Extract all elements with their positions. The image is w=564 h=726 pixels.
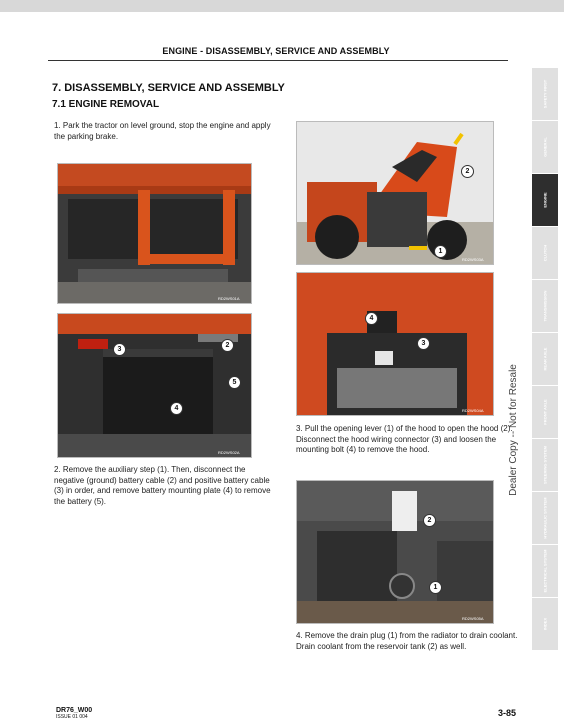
figure-radiator-drain <box>296 480 494 624</box>
figure-battery <box>57 313 252 458</box>
callout-3: 3 <box>417 337 430 350</box>
figure-code: RD2WS04A <box>462 408 484 413</box>
callout-1: 1 <box>429 581 442 594</box>
tab-clutch[interactable]: CLUTCH <box>532 227 558 280</box>
footer-model-code: DR76_W00 <box>56 707 93 714</box>
section-title: 7. DISASSEMBLY, SERVICE AND ASSEMBLY <box>52 82 285 94</box>
top-bar <box>0 0 564 12</box>
tab-engine[interactable]: ENGINE <box>532 174 558 227</box>
footer-model-sub: ISSUE 01 004 <box>56 714 88 720</box>
tab-front-axle[interactable]: FRONT AXLE <box>532 386 558 439</box>
tab-index[interactable]: INDEX <box>532 598 558 651</box>
callout-5: 5 <box>228 376 241 389</box>
step-4-text: 4. Remove the drain plug (1) from the radiator to drain coolant. Drain coolant from the reservoir tank (2) as well. <box>296 631 518 651</box>
figure-code: RD2WS03A <box>462 257 484 262</box>
header-divider <box>48 60 508 61</box>
tab-rear-axle[interactable]: REAR AXLE <box>532 333 558 386</box>
callout-2: 2 <box>221 339 234 352</box>
figure-hood-wiring <box>296 272 494 416</box>
tab-safety-first[interactable]: SAFETY FIRST <box>532 68 558 121</box>
subsection-title: 7.1 ENGINE REMOVAL <box>52 99 160 110</box>
tab-steering-system[interactable]: STEERING SYSTEM <box>532 439 558 492</box>
figure-code: RD2WS02A <box>218 450 240 455</box>
callout-4: 4 <box>365 312 378 325</box>
tab-hydraulic-system[interactable]: HYDRAULIC SYSTEM <box>532 492 558 545</box>
callout-3: 3 <box>113 343 126 356</box>
figure-code: RD2WS05A <box>462 616 484 621</box>
callout-2: 2 <box>423 514 436 527</box>
tab-general[interactable]: GENERAL <box>532 121 558 174</box>
figure-auxiliary-step <box>57 163 252 304</box>
footer-model <box>56 707 92 720</box>
callout-2: 2 <box>461 165 474 178</box>
figure-code: RD2WS01A <box>218 296 240 301</box>
callout-4: 4 <box>170 402 183 415</box>
figure-hood-open <box>296 121 494 265</box>
callout-1: 1 <box>434 245 447 258</box>
tab-electrical-system[interactable]: ELECTRICAL SYSTEM <box>532 545 558 598</box>
step-3-text: 3. Pull the opening lever (1) of the hood to open the hood (2). Disconnect the hood wiring connector (3) and loosen the mounting bolt (4) to remove the hood. <box>296 424 513 454</box>
tab-transmission[interactable]: TRANSMISSION <box>532 280 558 333</box>
page-header: ENGINE - DISASSEMBLY, SERVICE AND ASSEMBLY <box>162 46 390 56</box>
step-2-text: 2. Remove the auxiliary step (1). Then, disconnect the negative (ground) battery cable (2) and positive battery cable (3) in order, and remove battery mounting plate (4) to remove the battery (5). <box>54 465 271 506</box>
page-number: 3-85 <box>498 708 517 718</box>
step-1-text: 1. Park the tractor on level ground, stop the engine and apply the parking brake. <box>54 121 271 141</box>
watermark: Dealer Copy -- Not for Resale <box>508 364 519 496</box>
